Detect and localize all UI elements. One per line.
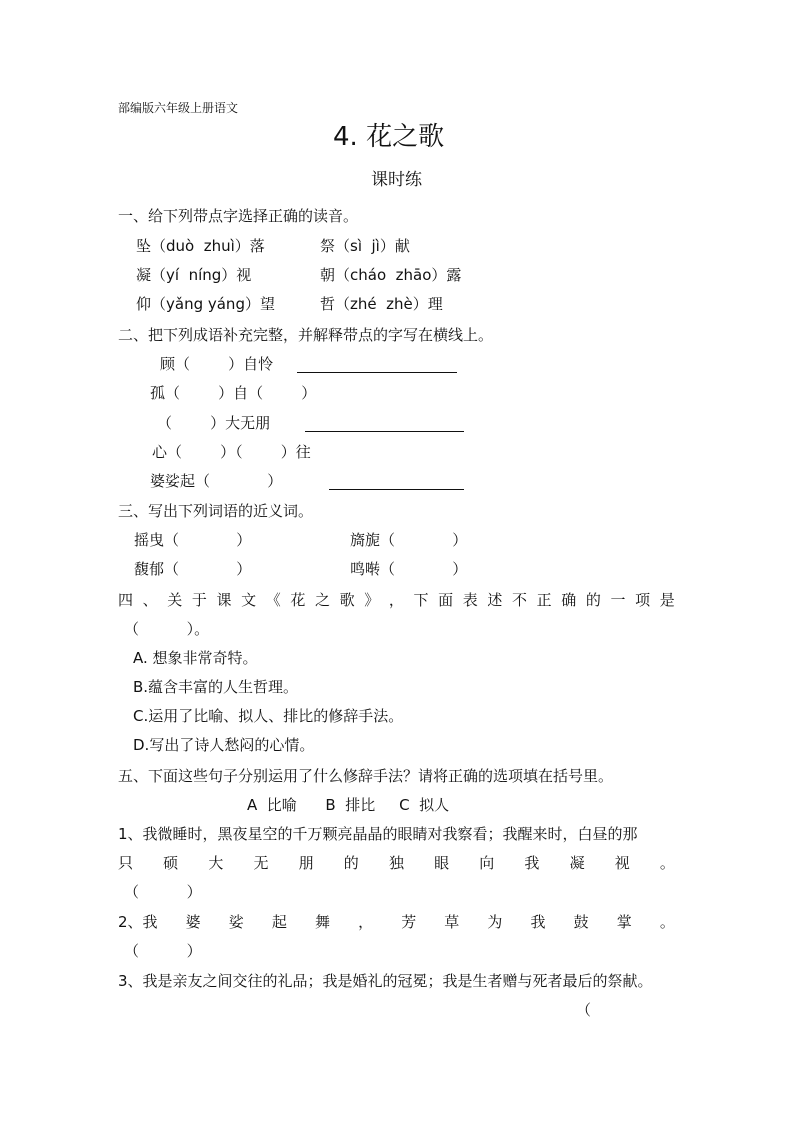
q5-answer-paren[interactable]: （ ）: [124, 942, 202, 960]
q1-item: 仰（yǎng yáng）望: [136, 295, 275, 313]
q1-item: 坠（duò zhuì）落: [136, 237, 265, 255]
q2-item: （ ）大无朋: [157, 414, 271, 432]
q1-item: 祭（sì jì）献: [320, 237, 410, 255]
q1-item: 哲（zhé zhè）理: [320, 295, 443, 313]
q3-item: 旖旎（ ）: [350, 531, 468, 549]
q5-sentence-2: 2、我 婆 娑 起 舞 ， 芳 草 为 我 鼓 掌 。: [118, 913, 675, 931]
q3-heading: 三、写出下列词语的近义词。: [118, 502, 314, 520]
q1-item: 朝（cháo zhāo）露: [320, 266, 462, 284]
series-label: 部编版六年级上册语文: [118, 101, 239, 115]
answer-line[interactable]: [329, 489, 464, 490]
q2-heading: 二、把下列成语补充完整，并解释带点的字写在横线上。: [118, 326, 494, 344]
q4-option: C.运用了比喻、拟人、排比的修辞手法。: [133, 707, 404, 725]
q2-item: 心（ ）（ ）往: [152, 443, 311, 461]
q4-answer-paren[interactable]: （ ）。: [124, 620, 210, 638]
q1-item: 凝（yí níng）视: [136, 266, 252, 284]
q2-item: 婆娑起（ ）: [150, 472, 283, 490]
q2-item: 孤（ ）自（ ）: [150, 384, 317, 402]
answer-line[interactable]: [297, 372, 457, 373]
q1-heading: 一、给下列带点字选择正确的读音。: [118, 207, 359, 225]
q4-option: D.写出了诗人愁闷的心情。: [133, 736, 315, 754]
q3-item: 摇曳（ ）: [134, 531, 252, 549]
page-title: 4. 花之歌: [333, 122, 445, 152]
q5-sentence-1-cont: 只 硕 大 无 朋 的 独 眼 向 我 凝 视 。: [118, 854, 675, 872]
q4-option: B.蕴含丰富的人生哲理。: [133, 678, 299, 696]
page-subtitle: 课时练: [371, 170, 422, 190]
q5-answer-paren[interactable]: （ ）: [124, 883, 202, 901]
q3-item: 鸣啭（ ）: [350, 560, 468, 578]
q5-sentence-3: 3、我是亲友之间交往的礼品；我是婚礼的冠冕；我是生者赠与死者最后的祭献。: [118, 972, 653, 990]
q4-heading: 四 、 关 于 课 文 《 花 之 歌 》 ， 下 面 表 述 不 正 确 的 一 项 是: [118, 591, 675, 609]
q2-item: 顾（ ）自怜: [160, 355, 274, 373]
q5-sentence-1: 1、我微睡时，黑夜星空的千万颗亮晶晶的眼睛对我察看；我醒来时，白昼的那: [118, 825, 638, 843]
q5-answer-paren-open[interactable]: （: [576, 1001, 592, 1019]
q5-choices: A 比喻 B 排比 C 拟人: [247, 796, 450, 814]
answer-line[interactable]: [305, 431, 464, 432]
q3-item: 馥郁（ ）: [134, 560, 252, 578]
q4-option: A. 想象非常奇特。: [133, 649, 258, 667]
q5-heading: 五、下面这些句子分别运用了什么修辞手法？请将正确的选项填在括号里。: [118, 767, 614, 785]
